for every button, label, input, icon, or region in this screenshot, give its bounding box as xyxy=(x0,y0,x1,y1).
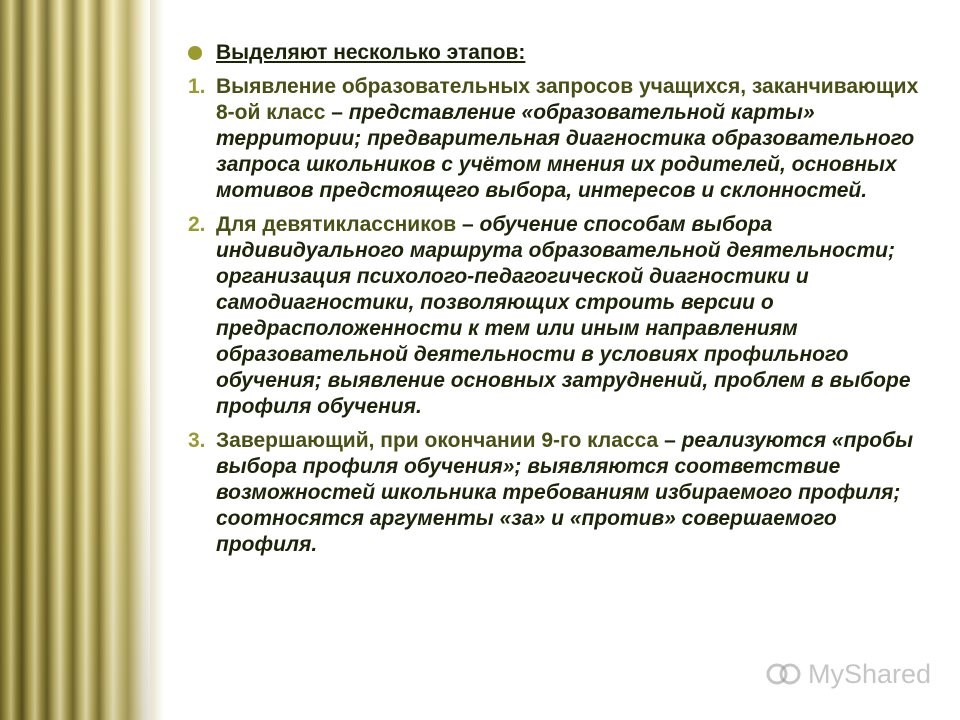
list-item-2 xyxy=(188,212,928,420)
decorative-drapery xyxy=(0,0,150,720)
dash-separator: – xyxy=(658,429,682,452)
stage-title: Для девятиклассников xyxy=(216,213,457,236)
stage-title: Выявление образовательных запросов учащихся, заканчивающих 8-ой класс xyxy=(216,75,919,124)
list-number: 1. xyxy=(188,75,206,98)
watermark xyxy=(766,656,931,692)
list-item-3 xyxy=(188,428,928,558)
dash-separator: – xyxy=(325,101,349,124)
list-item-text xyxy=(216,428,928,558)
slide-content xyxy=(188,40,928,566)
list-item-1 xyxy=(188,74,928,204)
stage-description: представление «образовательной карты» территории; предварительная диагностика образовательного запроса школьников с учётом мнения их родителей, основных мотивов предстоящего выбора, интересов и склонностей. xyxy=(216,101,915,202)
slide-heading: Выделяют несколько этапов: xyxy=(216,41,526,64)
heading-row xyxy=(188,40,928,66)
list-number: 2. xyxy=(188,213,206,236)
list-number: 3. xyxy=(188,429,206,452)
drapery-shadow xyxy=(150,0,164,720)
stage-title: Завершающий, при окончании 9-го класса xyxy=(216,429,659,452)
stage-description: обучение способам выбора индивидуального маршрута образовательной деятельности; организация психолого-педагогической диагностики и самодиагностики, позволяющих строить версии о предрасположенности к тем или иным направлениям образовательной деятельности в условиях профильного обучения; выявление основных затруднений, проблем в выборе профиля обучения. xyxy=(216,213,911,418)
round-bullet-icon xyxy=(188,46,202,60)
myshared-logo-icon xyxy=(766,659,802,689)
watermark-text: MyShared xyxy=(808,658,932,689)
list-item-text xyxy=(216,74,928,204)
dash-separator: – xyxy=(456,213,480,236)
list-item-text xyxy=(216,212,928,420)
stage-description: реализуются «пробы выбора профиля обучения»; выявляются соответствие возможностей школьника требованиям избираемого профиля; соотносятся аргументы «за» и «против» совершаемого профиля. xyxy=(216,429,914,556)
